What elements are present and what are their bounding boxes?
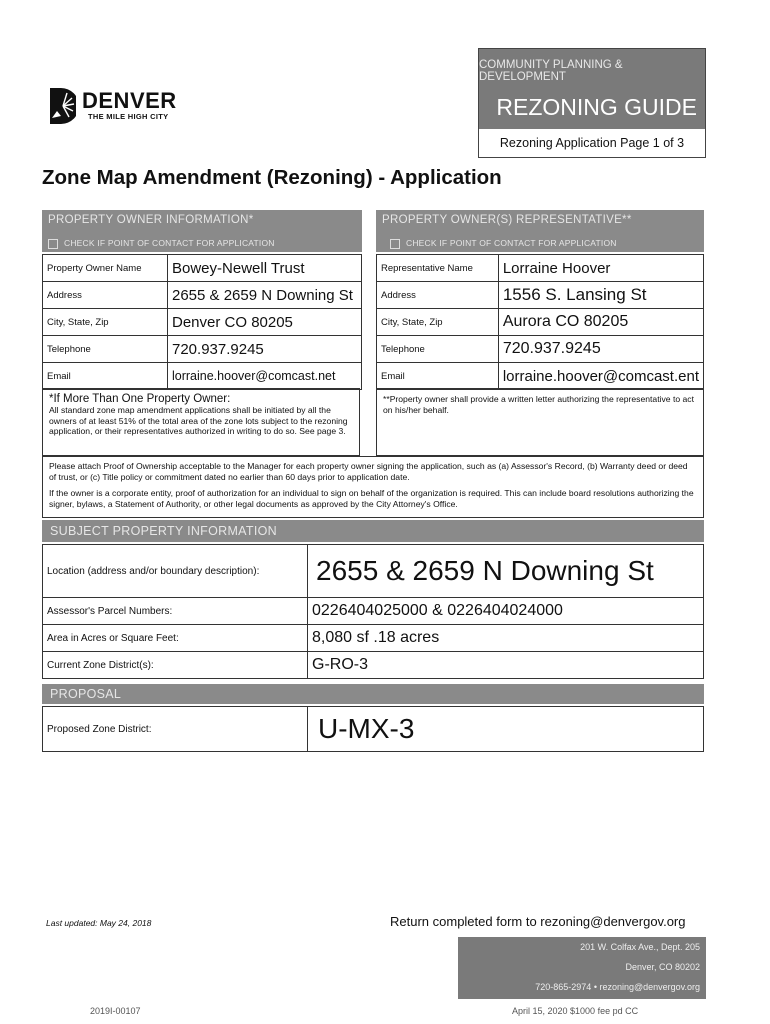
fee-stamp: April 15, 2020 $1000 fee pd CC xyxy=(512,1006,639,1016)
proposal-section-header xyxy=(42,684,704,704)
owner-telephone-label: Telephone xyxy=(43,336,168,363)
table-row xyxy=(43,282,362,309)
logo-name: DENVER xyxy=(82,88,177,113)
owner-contact-check xyxy=(48,238,275,249)
owner-address-label: Address xyxy=(43,282,168,309)
owner-note-title: *If More Than One Property Owner: xyxy=(49,393,231,405)
owner-email-label: Email xyxy=(43,363,168,390)
rep-email-value[interactable]: lorraine.hoover@comcast.ent xyxy=(498,363,703,390)
area-label: Area in Acres or Square Feet: xyxy=(43,625,308,652)
owner-section-title: PROPERTY OWNER INFORMATION* xyxy=(48,214,254,226)
return-instructions: Return completed form to rezoning@denvergov.org xyxy=(390,914,686,929)
table-row xyxy=(43,598,704,625)
page-indicator: Rezoning Application Page 1 of 3 xyxy=(499,136,685,150)
ownership-note-1: Please attach Proof of Ownership acceptable to the Manager for each property owner signing the application, such as (a) Assessor's Record, (b) Warranty deed or deed of trust, or (c) Title policy or commitment dated no earlier than 60 days prior to application date. xyxy=(49,461,688,482)
table-row xyxy=(43,309,362,336)
representative-contact-checkbox[interactable] xyxy=(390,239,400,249)
representative-contact-check xyxy=(390,238,617,249)
owner-table xyxy=(42,254,362,390)
proposed-zone-label: Proposed Zone District: xyxy=(43,707,308,752)
representative-note-box xyxy=(376,388,704,456)
proposed-zone-value[interactable]: U-MX-3 xyxy=(308,707,704,752)
proposal-table xyxy=(42,706,704,752)
proposal-section-title: PROPOSAL xyxy=(50,687,122,701)
header-box xyxy=(478,48,706,158)
table-row xyxy=(377,336,704,363)
rep-city-value[interactable]: Aurora CO 80205 xyxy=(498,309,703,336)
representative-table xyxy=(376,254,704,390)
address-line-3: 720-865-2974 • rezoning@denvergov.org xyxy=(535,982,700,992)
rep-address-label: Address xyxy=(377,282,499,309)
location-label: Location (address and/or boundary description): xyxy=(43,545,308,598)
owner-contact-check-label: CHECK IF POINT OF CONTACT FOR APPLICATION xyxy=(64,238,275,248)
parcel-value[interactable]: 0226404025000 & 0226404024000 xyxy=(308,598,704,625)
owner-section-header xyxy=(42,210,362,252)
zone-value[interactable]: G-RO-3 xyxy=(308,652,704,679)
table-row xyxy=(43,652,704,679)
owner-name-label: Property Owner Name xyxy=(43,255,168,282)
rep-address-value[interactable]: 1556 S. Lansing St xyxy=(498,282,703,309)
table-row xyxy=(377,363,704,390)
table-row xyxy=(377,282,704,309)
ownership-notes xyxy=(42,456,704,518)
owner-city-value[interactable]: Denver CO 80205 xyxy=(168,309,362,336)
parcel-label: Assessor's Parcel Numbers: xyxy=(43,598,308,625)
rep-name-label: Representative Name xyxy=(377,255,499,282)
representative-section-header xyxy=(376,210,704,252)
owner-note-body: All standard zone map amendment applications shall be initiated by all the owners of at least 51% of the total area of the zone lots subject to the rezoning application, or their representatives authorized in writing to do so. See page 3. xyxy=(49,405,348,436)
logo-tagline: THE MILE HIGH CITY xyxy=(88,112,169,121)
case-number: 2019I-00107 xyxy=(90,1006,141,1016)
representative-section-title: PROPERTY OWNER(S) REPRESENTATIVE** xyxy=(382,214,632,226)
rep-telephone-value[interactable]: 720.937.9245 xyxy=(498,336,703,363)
subject-section-header xyxy=(42,520,704,542)
table-row xyxy=(43,625,704,652)
last-updated: Last updated: May 24, 2018 xyxy=(46,918,152,928)
owner-name-value[interactable]: Bowey-Newell Trust xyxy=(168,255,362,282)
table-row xyxy=(43,545,704,598)
table-row xyxy=(43,707,704,752)
rep-email-label: Email xyxy=(377,363,499,390)
office-address-block xyxy=(458,937,706,999)
table-row xyxy=(43,363,362,390)
address-line-1: 201 W. Colfax Ave., Dept. 205 xyxy=(580,942,700,952)
owner-address-value[interactable]: 2655 & 2659 N Downing St xyxy=(168,282,362,309)
rep-name-value[interactable]: Lorraine Hoover xyxy=(498,255,703,282)
location-value[interactable]: 2655 & 2659 N Downing St xyxy=(308,545,704,598)
department-name: COMMUNITY PLANNING & DEVELOPMENT xyxy=(479,59,623,83)
denver-logo-icon xyxy=(50,88,76,124)
table-row xyxy=(377,255,704,282)
address-line-2: Denver, CO 80202 xyxy=(625,962,700,972)
table-row xyxy=(43,255,362,282)
owner-note-box xyxy=(42,388,360,456)
owner-email-value[interactable]: lorraine.hoover@comcast.net xyxy=(168,363,362,390)
page-title: Zone Map Amendment (Rezoning) - Application xyxy=(42,166,502,189)
table-row xyxy=(43,336,362,363)
representative-note: **Property owner shall provide a written letter authorizing the representative to act on his/her behalf. xyxy=(383,394,694,415)
ownership-note-2: If the owner is a corporate entity, proof of authorization for an individual to sign on behalf of the organization is required. This can include board resolutions authorizing the signer, bylaws, a Statement of Authority, or other legal documents as approved by the City Attorney's Office. xyxy=(49,488,694,509)
owner-city-label: City, State, Zip xyxy=(43,309,168,336)
area-value[interactable]: 8,080 sf .18 acres xyxy=(308,625,704,652)
owner-contact-checkbox[interactable] xyxy=(48,239,58,249)
owner-telephone-value[interactable]: 720.937.9245 xyxy=(168,336,362,363)
zone-label: Current Zone District(s): xyxy=(43,652,308,679)
subject-table xyxy=(42,544,704,679)
table-row xyxy=(377,309,704,336)
rep-telephone-label: Telephone xyxy=(377,336,499,363)
rep-city-label: City, State, Zip xyxy=(377,309,499,336)
header-banner xyxy=(479,49,705,129)
guide-title: REZONING GUIDE xyxy=(496,94,697,120)
subject-section-title: SUBJECT PROPERTY INFORMATION xyxy=(50,524,277,538)
representative-contact-check-label: CHECK IF POINT OF CONTACT FOR APPLICATION xyxy=(406,238,617,248)
